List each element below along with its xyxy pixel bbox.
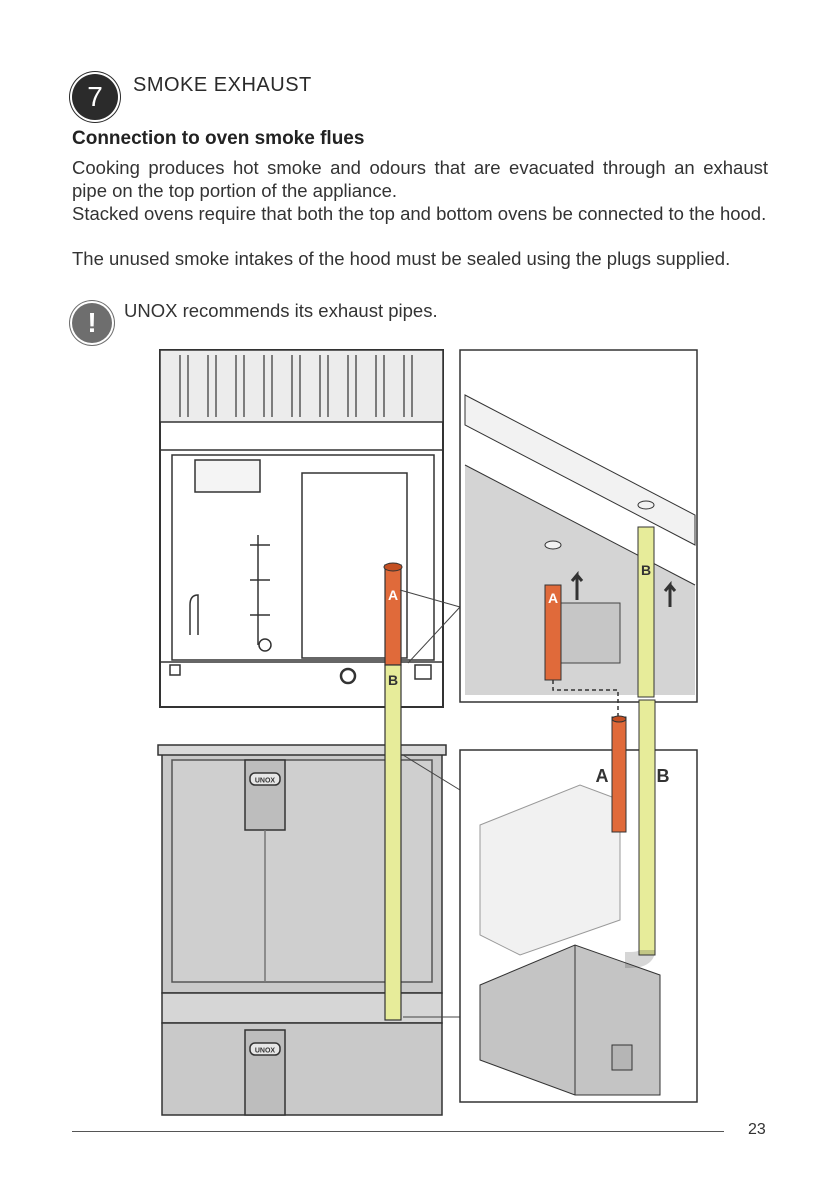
section-number-badge: 7 [72, 74, 118, 120]
exclamation-icon: ! [72, 303, 112, 343]
paragraph-smoke-evacuation: Cooking produces hot smoke and odours that are evacuated through an exhaust pipe on the top portion of the appliance. [72, 157, 768, 201]
detail-oven-connection [460, 700, 697, 1102]
pipe-b-label: B [387, 672, 399, 688]
page-number: 23 [748, 1121, 766, 1138]
note-text: UNOX recommends its exhaust pipes. [124, 300, 438, 321]
subheading: Connection to oven smoke flues [72, 128, 365, 149]
exhaust-installation-figure [150, 345, 710, 1120]
oven-pipe-a [612, 717, 626, 832]
oven-brand-badge-top: UNOX [254, 777, 276, 785]
section-title: SMOKE EXHAUST [133, 74, 312, 96]
exhaust-pipes-main [384, 563, 402, 1020]
oven-pipe-b-label: B [656, 766, 670, 786]
detail-hood-connection [460, 350, 697, 717]
oven-brand-badge-bottom: UNOX [254, 1047, 276, 1055]
pipe-a [385, 565, 401, 665]
pipe-b [385, 665, 401, 1020]
detail-pipe-b-label: B [640, 562, 652, 578]
pipe-a-label: A [387, 587, 399, 603]
oven-pipe-b [639, 700, 655, 955]
detail-pipe-a-label: A [547, 590, 559, 606]
paragraph-stacked-ovens: Stacked ovens require that both the top and bottom ovens be connected to the hood. [72, 203, 767, 224]
paragraph-unused-intakes: The unused smoke intakes of the hood must be sealed using the plugs supplied. [72, 248, 731, 269]
oven-pipe-a-label: A [595, 766, 609, 786]
stacked-ovens-illustration [158, 745, 446, 1115]
detail-pipe-b [638, 527, 654, 697]
footer-divider [72, 1131, 724, 1132]
